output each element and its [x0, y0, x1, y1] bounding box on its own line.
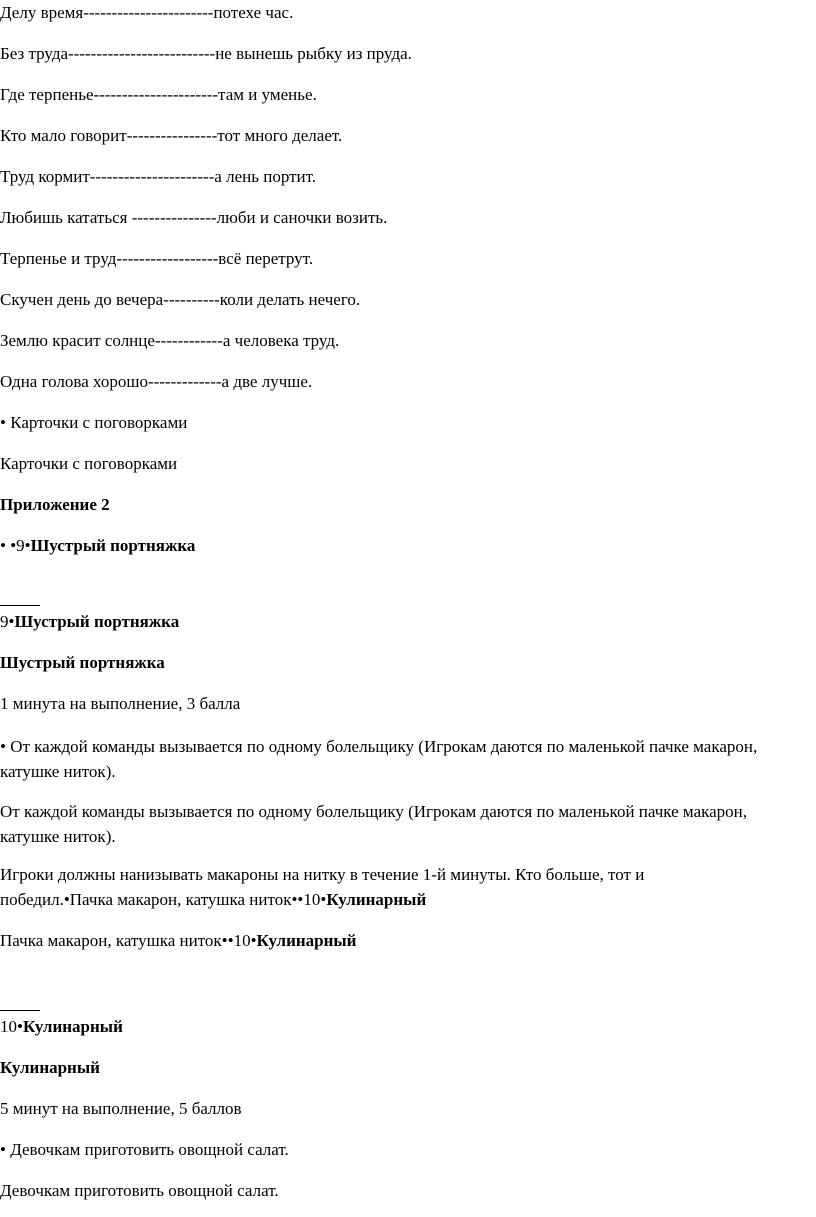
appendix-heading: Приложение 2	[0, 495, 110, 514]
item9-bullet-prefix: • •9•	[0, 536, 31, 555]
footnote-rule	[0, 1010, 40, 1011]
item9-rules-bold: Кулинарный	[326, 890, 427, 909]
cards-bullet-item: • Карточки с поговорками	[0, 413, 188, 432]
item9-rules-line1: Игроки должны нанизывать макароны на нитку в течение 1-й минуты. Кто больше, тот и	[0, 865, 645, 884]
item10-heading: Кулинарный	[0, 1058, 100, 1077]
item9-props-text: Пачка макарон, катушка ниток••10•	[0, 931, 257, 950]
item10-desc: Девочкам приготовить овощной салат.	[0, 1181, 279, 1200]
footnote-rule	[0, 605, 40, 606]
item9-number: 9•	[0, 612, 15, 631]
proverb-line: Любишь кататься ---------------люби и саночки возить.	[0, 208, 388, 227]
proverb-line: Кто мало говорит----------------тот много делает.	[0, 126, 343, 145]
item9-props-line	[0, 930, 356, 952]
proverb-line: Труд кормит----------------------а лень портит.	[0, 167, 317, 186]
item9-time: 1 минута на выполнение, 3 балла	[0, 694, 241, 713]
proverb-line: Землю красит солнце------------а человека труд.	[0, 331, 340, 350]
item9-number-line	[0, 611, 179, 633]
item9-desc: От каждой команды вызывается по одному болельщику (Игрокам даются по маленькой пачке макарон, катушке ниток).	[0, 802, 748, 846]
item9-rules-line2	[0, 889, 426, 911]
item9-bullet-title: Шустрый портняжка	[30, 536, 196, 555]
item10-time: 5 минут на выполнение, 5 баллов	[0, 1099, 242, 1118]
item10-number-line	[0, 1016, 123, 1038]
item10-number: 10•	[0, 1017, 23, 1036]
item9-rules-text: победил.•Пачка макарон, катушка ниток••10•	[0, 890, 327, 909]
item9-number-title: Шустрый портняжка	[14, 612, 180, 631]
proverb-line: Где терпенье----------------------там и уменье.	[0, 85, 317, 104]
proverb-line: Делу время-----------------------потехе час.	[0, 3, 294, 22]
item9-heading: Шустрый портняжка	[0, 653, 165, 672]
proverb-line: Одна голова хорошо-------------а две лучше.	[0, 372, 313, 391]
proverb-line: Скучен день до вечера----------коли делать нечего.	[0, 290, 361, 309]
proverb-line: Без труда--------------------------не вынешь рыбку из пруда.	[0, 44, 412, 63]
cards-text: Карточки с поговорками	[0, 454, 178, 473]
item10-desc-bullet: • Девочкам приготовить овощной салат.	[0, 1140, 289, 1159]
item9-bullet-line	[0, 535, 195, 557]
item9-desc-bullet: • От каждой команды вызывается по одному болельщику (Игрокам даются по маленькой пачке макарон, катушке ниток).	[0, 737, 758, 781]
item10-number-title: Кулинарный	[22, 1017, 123, 1036]
proverb-line: Терпенье и труд------------------всё перетрут.	[0, 249, 314, 268]
item9-props-bold: Кулинарный	[256, 931, 357, 950]
